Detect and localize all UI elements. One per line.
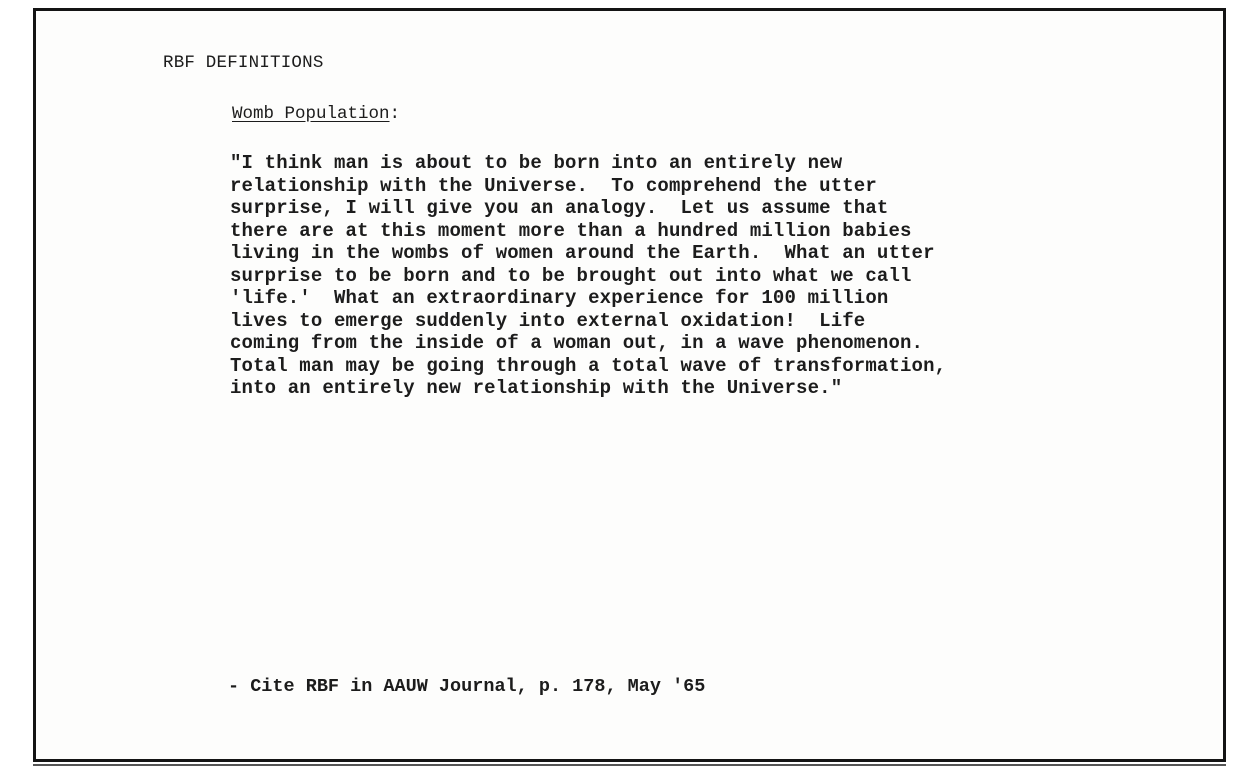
quote-line: there are at this moment more than a hundred million babies xyxy=(230,219,912,242)
term-word: Womb Population xyxy=(232,104,390,124)
quote-line: 'life.' What an extraordinary experience for 100 million xyxy=(230,287,889,309)
quote-line: surprise to be born and to be brought out into what we call xyxy=(230,264,912,287)
quote-line: relationship with the Universe. To comprehend the utter xyxy=(230,174,877,197)
card-heading: RBF DEFINITIONS xyxy=(163,53,324,73)
term-colon: : xyxy=(389,104,401,124)
term-title xyxy=(232,104,400,124)
quote-block xyxy=(230,152,946,400)
quote-line: "I think man is about to be born into an entirely new xyxy=(230,152,843,174)
quote-line: lives to emerge suddenly into external oxidation! Life xyxy=(230,309,866,332)
card-bottom-edge xyxy=(33,764,1226,766)
quote-line: coming from the inside of a woman out, in a wave phenomenon. xyxy=(230,332,924,354)
quote-line: into an entirely new relationship with the Universe." xyxy=(230,377,843,399)
citation: - Cite RBF in AAUW Journal, p. 178, May '65 xyxy=(228,676,706,697)
quote-line: Total man may be going through a total wave of transformation, xyxy=(230,354,947,377)
quote-line: surprise, I will give you an analogy. Let us assume that xyxy=(230,197,889,219)
quote-line: living in the wombs of women around the Earth. What an utter xyxy=(230,242,935,264)
